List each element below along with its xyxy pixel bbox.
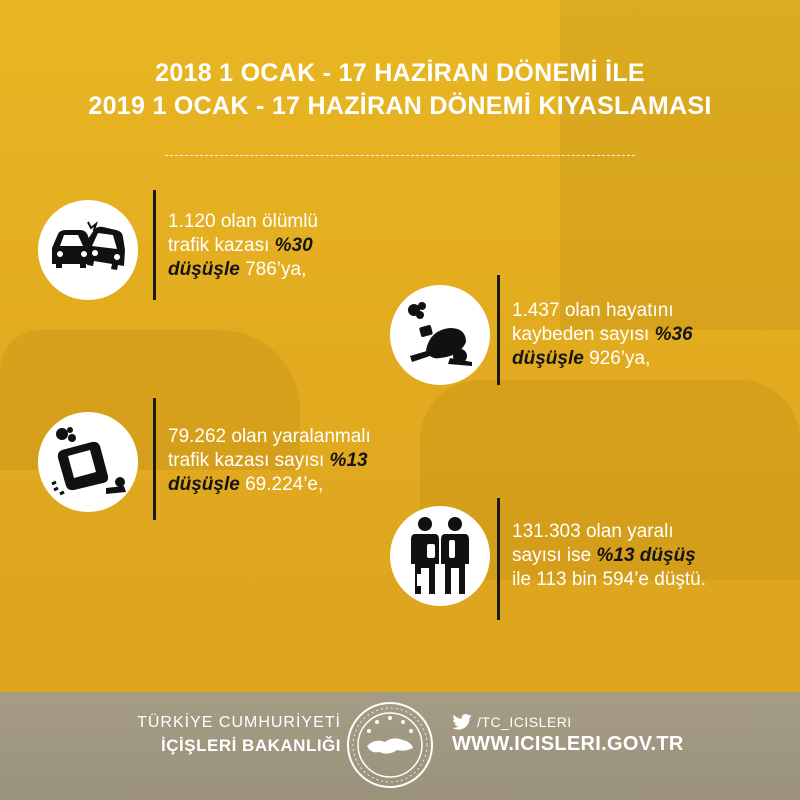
stat-1-bar	[153, 190, 156, 300]
overturned-car-icon	[48, 426, 128, 498]
footer-ministry-label: İÇİŞLERİ BAKANLIĞI	[161, 736, 341, 755]
title-line-1: 2018 1 OCAK - 17 HAZİRAN DÖNEMİ İLE	[155, 59, 645, 87]
title-divider	[165, 155, 635, 156]
stat-4-bar	[497, 498, 500, 620]
stat-3-text	[168, 425, 371, 497]
footer	[0, 692, 800, 800]
footer-website-link[interactable]: WWW.ICISLERI.GOV.TR	[452, 733, 684, 755]
stat-2-line-1: 1.437 olan hayatını	[512, 300, 674, 321]
stat-3-percent: %13	[329, 450, 368, 471]
injured-people-icon	[405, 516, 475, 596]
stat-2-decrease-word: düşüşle	[512, 348, 584, 369]
title-line-2: 2019 1 OCAK - 17 HAZİRAN DÖNEMİ KIYASLAMASI	[88, 92, 712, 120]
stat-2-text	[512, 299, 693, 371]
background-building	[560, 0, 800, 330]
stat-1-icon-circle	[38, 200, 138, 300]
stat-3-bar	[153, 398, 156, 520]
car-crash-icon	[46, 220, 130, 280]
stat-4-percent: %13 düşüş	[596, 545, 696, 566]
stat-4-icon-circle	[390, 506, 490, 606]
stat-4-line-1: 131.303 olan yaralı	[512, 521, 674, 542]
stat-3-result: 69.224’e,	[239, 474, 324, 495]
twitter-bird-icon	[452, 714, 472, 730]
stat-1-line-1: 1.120 olan ölümlü	[168, 211, 318, 232]
stat-4-text	[512, 520, 706, 592]
stat-1-result: 786’ya,	[239, 259, 307, 280]
stat-2-bar	[497, 275, 500, 385]
footer-twitter[interactable]	[452, 714, 572, 730]
stat-1-percent: %30	[274, 235, 313, 256]
ministry-seal-icon	[345, 700, 435, 790]
stat-3-line-2: trafik kazası sayısı	[168, 450, 330, 471]
stat-2-result: 926’ya,	[583, 348, 651, 369]
stat-3-icon-circle	[38, 412, 138, 512]
stat-2-icon-circle	[390, 285, 490, 385]
footer-republic-label: TÜRKİYE CUMHURİYETİ	[137, 714, 341, 731]
stat-2-line-2: kaybeden sayısı	[512, 324, 655, 345]
stat-1-text	[168, 210, 318, 282]
stat-1-line-2: trafik kazası	[168, 235, 275, 256]
stat-3-line-1: 79.262 olan yaralanmalı	[168, 426, 371, 447]
stat-4-line-2: sayısı ise	[512, 545, 597, 566]
stat-1-decrease-word: düşüşle	[168, 259, 240, 280]
fallen-person-icon	[400, 300, 480, 370]
stat-2-percent: %36	[654, 324, 693, 345]
twitter-handle: /TC_ICISLERI	[477, 714, 572, 730]
stat-3-decrease-word: düşüşle	[168, 474, 240, 495]
stat-4-result: ile 113 bin 594’e düştü.	[512, 569, 707, 590]
